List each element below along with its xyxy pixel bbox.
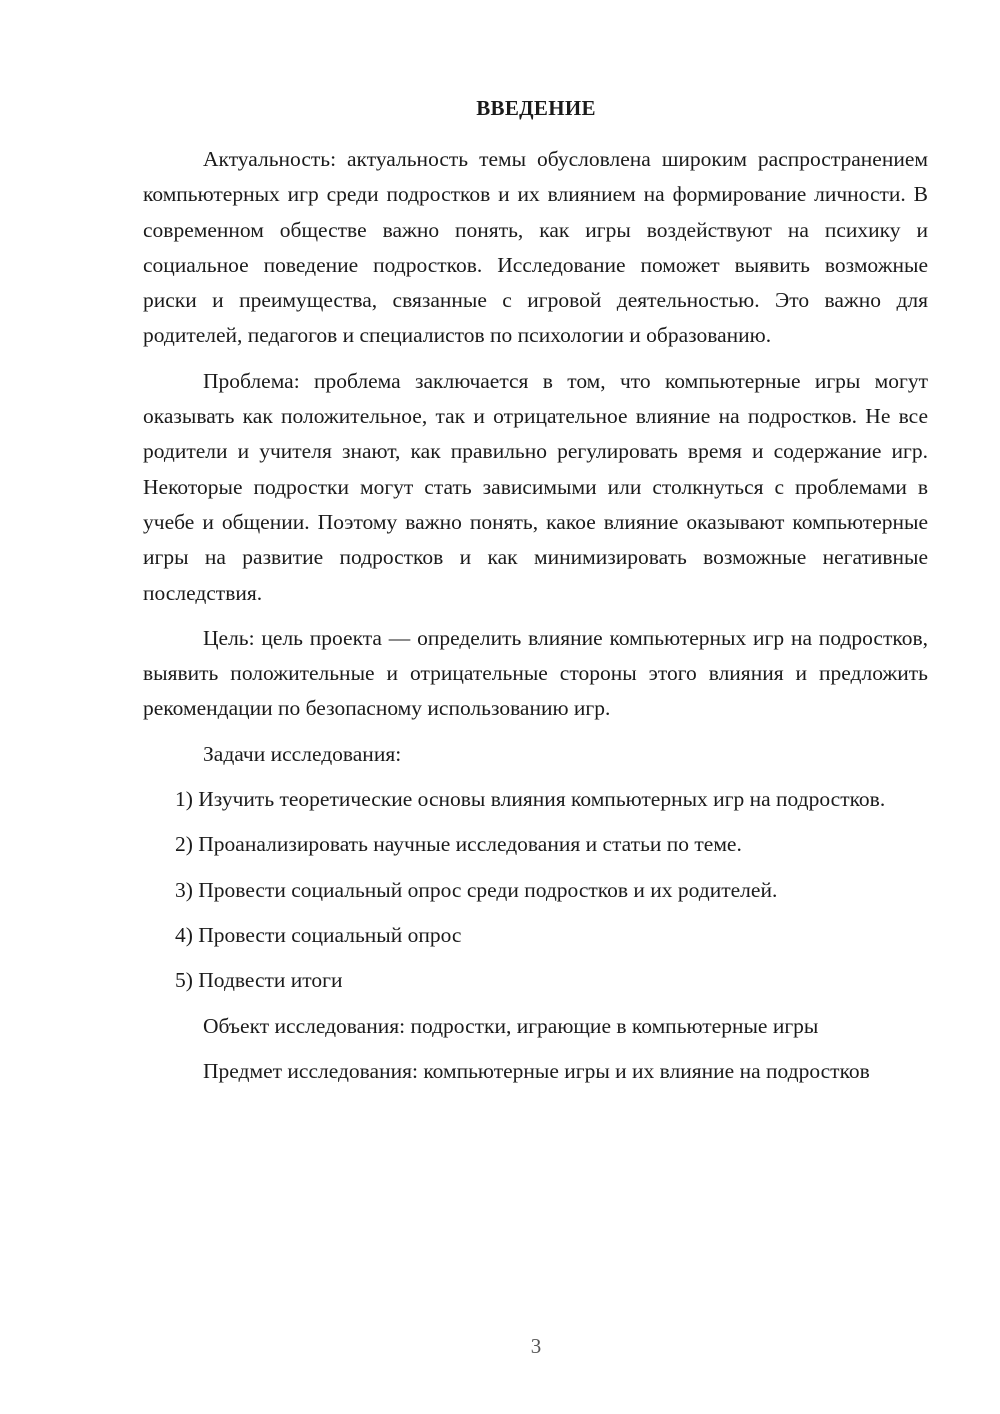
relevance-paragraph: Актуальность: актуальность темы обусловлена широким распространением компьютерных игр среди подростков и их влиянием на формирование личности. В современном обществе важно понять, как игры воздействуют на психику и социальное поведение подростков. Исследование поможет выявить возможные риски и преимущества, связанные с игровой деятельностью. Это важно для родителей, педагогов и специалистов по психологии и образованию. <box>143 147 928 348</box>
document-title: ВВЕДЕНИЕ <box>476 96 596 120</box>
page-number: 3 <box>530 1334 542 1358</box>
task-item-2: 2) Проанализировать научные исследования и статьи по теме. <box>175 832 742 857</box>
problem-paragraph: Проблема: проблема заключается в том, что компьютерные игры могут оказывать как положительное, так и отрицательное влияние на подростков. Не все родители и учителя знают, как правильно регулировать время и содержание игр. Некоторые подростки могут стать зависимыми или столкнуться с проблемами в учебе и общении. Поэтому важно понять, какое влияние оказывают компьютерные игры на развитие подростков и как минимизировать возможные негативные последствия. <box>143 368 928 605</box>
object-paragraph: Объект исследования: подростки, играющие в компьютерные игры <box>203 1013 819 1038</box>
goal-paragraph: Цель: цель проекта — определить влияние компьютерных игр на подростков, выявить положительные и отрицательные стороны этого влияния и предложить рекомендации по безопасному использованию игр. <box>143 625 928 721</box>
subject-paragraph: Предмет исследования: компьютерные игры и их влияние на подростков <box>203 1058 870 1083</box>
document-body <box>143 142 928 1099</box>
task-item-3: 3) Провести социальный опрос среди подростков и их родителей. <box>175 877 778 902</box>
task-item-5: 5) Подвести итоги <box>175 968 343 993</box>
tasks-heading: Задачи исследования: <box>203 741 402 766</box>
task-item-1: 1) Изучить теоретические основы влияния компьютерных игр на подростков. <box>175 787 886 812</box>
task-item-4: 4) Провести социальный опрос <box>175 922 462 947</box>
